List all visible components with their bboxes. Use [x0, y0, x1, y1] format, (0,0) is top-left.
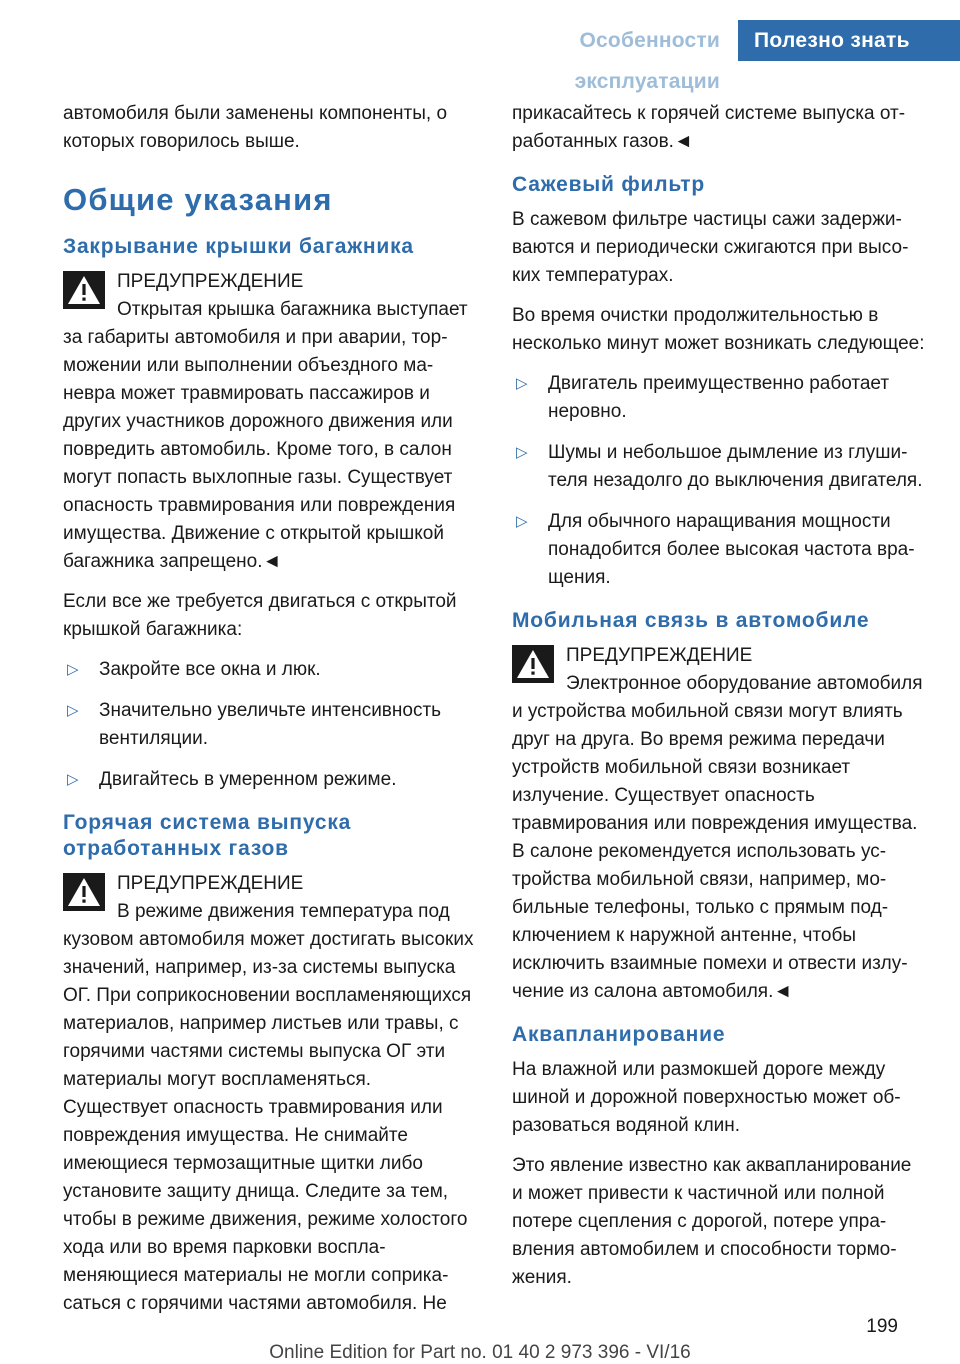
intro-paragraph: автомобиля были заменены компоненты, о которых говорилось выше. — [63, 103, 448, 152]
paragraph-aqua-1: На влажной или размокшей дороге между шиной и дорожной поверхностью может образоваться водяной клин. — [512, 1059, 901, 1136]
page-number: 199 — [866, 1316, 898, 1337]
section-heading-general: Общие указания — [63, 182, 333, 217]
warning-triangle-icon — [63, 873, 105, 911]
subheading-mobile: Мобильная связь в автомобиле — [512, 609, 870, 632]
warning-title: ПРЕДУПРЕЖДЕНИЕ — [117, 271, 304, 292]
paragraph-soot-1: В сажевом фильтре частицы сажи задерживаются и периодически сжигаются при высоких температурах. — [512, 209, 909, 286]
list-item: ▷ Для обычного наращивания мощности понадобится более высокая частота вращения. — [512, 508, 927, 592]
continued-paragraph: прикасайтесь к горячей системе выпуска отработанных газов.◄ — [512, 103, 906, 152]
header-section-title: Особенности эксплуатации — [574, 29, 720, 93]
left-column — [63, 100, 478, 1330]
paragraph-aqua-2: Это явление известно как аквапланирование и может привести к частичной или полной потере сцепления с дорогой, потере управления автомобилем и способности торможения. — [512, 1155, 912, 1288]
bullet-icon: ▷ — [516, 444, 528, 461]
bullet-icon: ▷ — [67, 661, 79, 678]
warning-block-trunk — [63, 268, 478, 576]
right-column — [512, 100, 927, 1304]
warning-title: ПРЕДУПРЕЖДЕНИЕ — [566, 645, 753, 666]
list-item: ▷ Значительно увеличьте интенсивность вентиляции. — [63, 697, 478, 753]
header-tab-title: Полезно знать — [738, 20, 960, 61]
subheading-aquaplaning: Аквапланирование — [512, 1023, 726, 1046]
list-item: ▷ Двигатель преимущественно работает неровно. — [512, 370, 927, 426]
list-item: ▷ Закройте все окна и люк. — [63, 656, 478, 684]
list-trunk-open — [63, 656, 478, 794]
warning-block-mobile — [512, 642, 927, 1006]
subheading-hot-exhaust: Горячая система выпуска отработанных газов — [63, 811, 352, 860]
bullet-icon: ▷ — [516, 513, 528, 530]
paragraph-if-driving: Если все же требуется двигаться с открытой крышкой багажника: — [63, 591, 457, 640]
warning-text: Электронное оборудование автомобиля и устройства мобильной связи могут влиять друг на друга. Во время режима передачи устройств мобильной связи возникает излучение. Существует опасность травмирования или повреждения имущества. В салоне рекомендуется использовать устройства мобильной связи, например, мобильные телефоны, только с прямым подключением к наружной антенне, чтобы исключить взаимные помехи и отвести излучение из салона автомобиля.◄ — [512, 673, 923, 1002]
list-soot-effects — [512, 370, 927, 592]
warning-triangle-icon — [63, 271, 105, 309]
warning-text: Открытая крышка багажника выступает за габариты автомобиля и при аварии, торможении или выполнении объездного маневра может травмировать пассажиров и других участников дорожного движения или повредить автомобиль. Кроме того, в салон могут попасть выхлопные газы. Существует опасность травмирования или повреждения имущества. Движение с открытой крышкой багажника запрещено.◄ — [63, 299, 468, 572]
bullet-icon: ▷ — [67, 771, 79, 788]
warning-block-exhaust — [63, 870, 478, 1318]
subheading-trunk-closing: Закрывание крышки багажника — [63, 235, 414, 258]
bullet-icon: ▷ — [67, 702, 79, 719]
warning-title: ПРЕДУПРЕЖДЕНИЕ — [117, 873, 304, 894]
warning-text: В режиме движения температура под кузовом автомобиля может достигать высоких значений, например, из-за системы выпуска ОГ. При соприкосновении воспламеняющихся материалов, например листьев или травы, с горячими частями системы выпуска ОГ эти материалы могут воспламеняться. Существует опасность травмирования или повреждения имущества. Не снимайте имеющиеся термозащитные щитки либо установите защиту днища. Следите за тем, чтобы в режиме движения, режиме холостого хода или во время парковки воспламеняющиеся материалы не могли соприкасаться с горячими частями автомобиля. Не — [63, 901, 474, 1314]
footer-edition: Online Edition for Part no. 01 40 2 973 396 - VI/16 — [269, 1342, 691, 1363]
page-header — [0, 0, 960, 93]
list-item: ▷ Шумы и небольшое дымление из глушителя незадолго до выключения двигателя. — [512, 439, 927, 495]
paragraph-soot-2: Во время очистки продолжительностью в несколько минут может возникать следующее: — [512, 305, 925, 354]
warning-triangle-icon — [512, 645, 554, 683]
bullet-icon: ▷ — [516, 375, 528, 392]
subheading-soot-filter: Сажевый фильтр — [512, 173, 705, 196]
list-item: ▷ Двигайтесь в умеренном режиме. — [63, 766, 478, 794]
